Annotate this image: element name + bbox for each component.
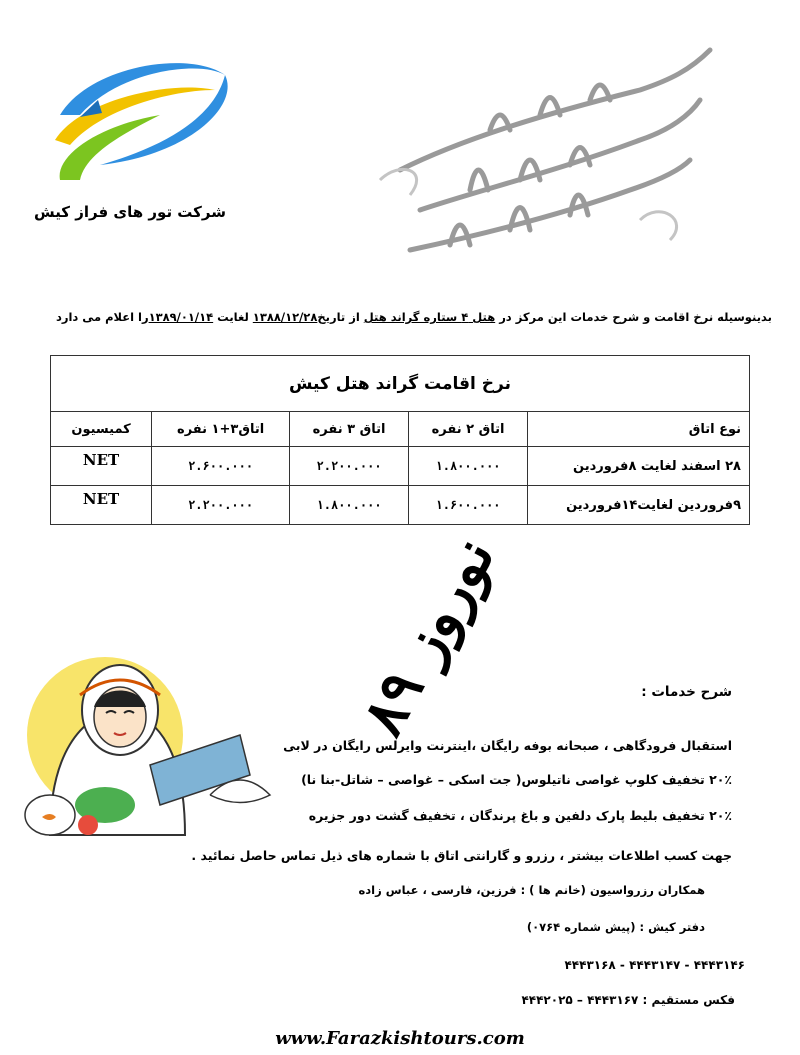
row-triple-price: ۲.۲۰۰.۰۰۰ xyxy=(290,447,409,486)
phone-numbers: ۴۴۴۳۱۴۶ - ۴۴۴۳۱۴۷ - ۴۴۴۳۱۶۸ xyxy=(564,958,745,972)
company-name: شرکت تور های فراز کیش xyxy=(33,203,226,221)
calligraphy-image xyxy=(340,20,740,280)
fax-numbers: فکس مستقیم : ۴۴۴۳۱۶۷ – ۴۴۴۲۰۲۵ xyxy=(521,993,735,1007)
service-line: ۲۰٪ تخفیف کلوپ غواصی ناتیلوس( جت اسکی – غواصی – شاتل-بنا نا) xyxy=(301,772,732,787)
company-logo xyxy=(40,45,240,195)
nowruz-lettering xyxy=(345,540,525,740)
header-double: اتاق ۲ نفره xyxy=(409,412,528,447)
header-triple: اتاق ۳ نفره xyxy=(290,412,409,447)
header-room-type: نوع اتاق xyxy=(528,412,750,447)
date-from: ۱۳۸۸/۱۲/۲۸ xyxy=(252,310,318,324)
hotel-name: هتل ۴ ستاره گراند هتل xyxy=(363,310,496,324)
date-to: ۱۳۸۹/۰۱/۱۴ xyxy=(148,310,214,324)
row-quad-price: ۲.۲۰۰.۰۰۰ xyxy=(152,486,290,525)
row-triple-price: ۱.۸۰۰.۰۰۰ xyxy=(290,486,409,525)
row-quad-price: ۲.۶۰۰.۰۰۰ xyxy=(152,447,290,486)
row-double-price: ۱.۶۰۰.۰۰۰ xyxy=(409,486,528,525)
row-room-type: ۹فروردین لغایت۱۴فروردین xyxy=(528,486,750,525)
row-commission: NET xyxy=(51,447,152,486)
intro-text: بدینوسیله نرخ اقامت و شرح خدمات این مرکز در هتل ۴ ستاره گراند هتل از تاریخ۱۳۸۸/۱۲/۲۸ لغایت ۱۳۸۹/۰۱/۱۴را اعلام می دارد xyxy=(55,310,772,324)
services-heading: شرح خدمات : xyxy=(641,684,732,700)
table-header-row xyxy=(51,412,750,447)
table-row xyxy=(51,447,750,486)
website-link[interactable]: www.Farazkishtours.com xyxy=(275,1028,525,1049)
header-commission: کمیسیون xyxy=(51,412,152,447)
rate-table xyxy=(50,355,750,525)
row-room-type: ۲۸ اسفند لغایت ۸فروردین xyxy=(528,447,750,486)
reservation-staff: همکاران رزرواسیون (خانم ها ) : فرزین، فارسی ، عباس زاده xyxy=(358,883,705,897)
nowruz-title xyxy=(345,540,525,740)
row-commission: NET xyxy=(51,486,152,525)
service-line: ۲۰٪ تخفیف بلیط پارک دلفین و باغ پرندگان ، تخفیف گشت دور جزیره xyxy=(308,808,732,823)
haft-sin-illustration xyxy=(10,655,330,840)
table-title: نرخ اقامت گراند هتل کیش xyxy=(51,356,750,412)
contact-info: جهت کسب اطلاعات بیشتر ، رزرو و گارانتی اتاق با شماره های ذیل تماس حاصل نمائید . xyxy=(191,848,732,863)
row-double-price: ۱.۸۰۰.۰۰۰ xyxy=(409,447,528,486)
header-quad: اتاق۳+۱ نفره xyxy=(152,412,290,447)
office-prefix: دفتر کیش : (پیش شماره ۰۷۶۴) xyxy=(526,920,705,934)
service-line: استقبال فرودگاهی ، صبحانه بوفه رایگان ،اینترنت وایرلس رایگان در لابی xyxy=(283,738,732,753)
nowruz-text: نوروز ۸۹ xyxy=(348,540,508,740)
table-row xyxy=(51,486,750,525)
